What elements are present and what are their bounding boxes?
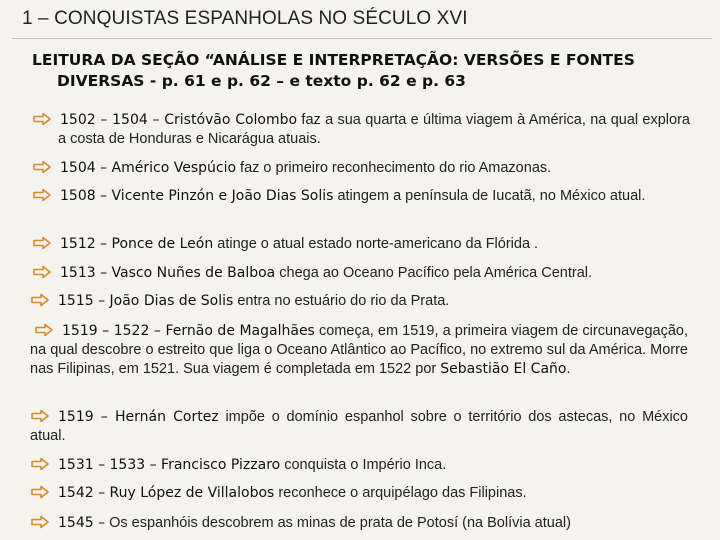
- list-item: [32, 264, 690, 283]
- section-heading-line-2: DIVERSAS - p. 61 e p. 62 – e texto p. 62 e p. 63: [57, 72, 466, 90]
- item-lead: 1512 – Ponce de León: [60, 236, 214, 252]
- item-text: chega ao Oceano Pacífico pela América Central.: [275, 265, 593, 281]
- arrow-right-icon: [30, 485, 50, 499]
- item-lead: 1519 – 1522 – Fernão de Magalhães: [62, 323, 315, 339]
- item-text: faz o primeiro reconhecimento do rio Amazonas.: [236, 160, 552, 176]
- arrow-right-icon: [30, 293, 50, 307]
- item-text: impõe o domínio espanhol sobre o território dos astecas, no México atual.: [30, 409, 688, 444]
- arrow-right-icon: [30, 409, 50, 423]
- list-item: [32, 235, 690, 254]
- list-item: [30, 484, 688, 503]
- arrow-right-icon: [32, 160, 52, 174]
- item-lead: 1519 – Hernán Cortez: [58, 409, 219, 425]
- arrow-right-icon: [34, 323, 54, 337]
- item-text: faz a sua quarta e última viagem à América, na qual explora a costa de Honduras e Nicarágua atuais.: [58, 112, 690, 147]
- item-text: Os espanhóis descobrem as minas de prata de Potosí (na Bolívia atual): [105, 515, 571, 531]
- arrow-right-icon: [32, 236, 52, 250]
- list-item: [30, 322, 688, 379]
- list-item: [30, 456, 688, 475]
- arrow-right-icon: [32, 188, 52, 202]
- list-item: [32, 111, 690, 149]
- item-text: atingem a península de Iucatã, no México atual.: [333, 188, 646, 204]
- list-item: [32, 159, 690, 178]
- page-title: 1 – CONQUISTAS ESPANHOLAS NO SÉCULO XVI: [22, 8, 468, 29]
- arrow-right-icon: [32, 265, 52, 279]
- item-lead: 1504 – Américo Vespúcio: [60, 160, 237, 176]
- title-divider: [12, 38, 712, 39]
- item-lead: 1542 – Ruy López de Villalobos: [58, 485, 275, 501]
- item-text: conquista o Império Inca.: [280, 457, 447, 473]
- item-person: Sebastião El Caño: [440, 361, 567, 377]
- section-heading-line-1: LEITURA DA SEÇÃO “ANÁLISE E INTERPRETAÇÃO: VERSÕES E FONTES: [32, 51, 635, 69]
- item-end: .: [566, 361, 571, 377]
- item-text: começa, em 1519, a primeira viagem de circunavegação, na qual descobre o estreito que liga o Oceano Atlântico ao Pacífico, no extremo sul da América. Morre nas Filipinas, em 1521. Sua viagem é completada em 1522 por: [30, 323, 689, 377]
- section-heading: [32, 50, 692, 92]
- list-item: [30, 514, 688, 533]
- item-text: atinge o atual estado norte-americano da Flórida .: [213, 236, 539, 252]
- item-lead: 1515 – João Dias de Solis: [58, 293, 234, 309]
- item-lead: 1502 – 1504 – Cristóvão Colombo: [60, 112, 298, 128]
- list-item: [32, 187, 690, 206]
- item-lead: 1531 – 1533 – Francisco Pizzaro: [58, 457, 281, 473]
- arrow-right-icon: [30, 457, 50, 471]
- item-text: reconhece o arquipélago das Filipinas.: [274, 485, 527, 501]
- item-lead: 1513 – Vasco Nuñes de Balboa: [60, 265, 276, 281]
- list-item: [30, 408, 688, 446]
- item-lead: 1508 – Vicente Pinzón e João Dias Solis: [60, 188, 334, 204]
- list-item: [30, 292, 688, 311]
- item-lead: 1545 –: [58, 515, 106, 531]
- arrow-right-icon: [32, 112, 52, 126]
- arrow-right-icon: [30, 515, 50, 529]
- item-text: entra no estuário do rio da Prata.: [233, 293, 450, 309]
